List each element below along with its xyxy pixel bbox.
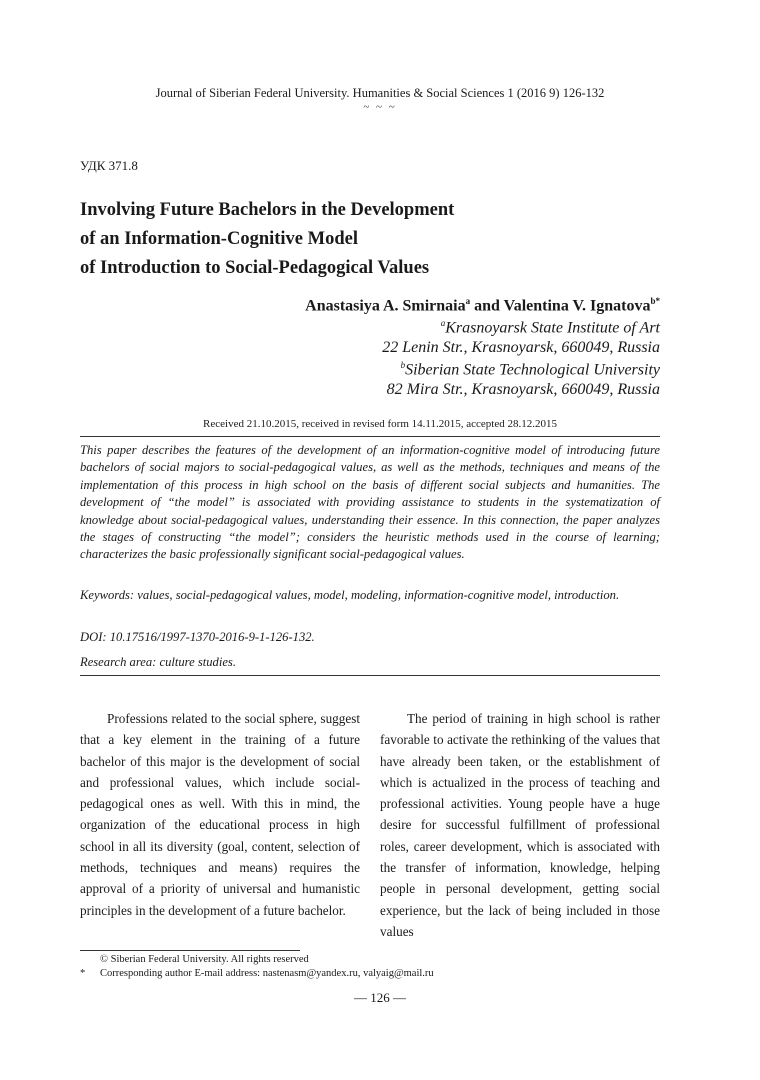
affiliation-a-name: $^a$Krasnoyarsk State Institute of Art: [440, 318, 660, 337]
keywords: Keywords: values, social-pedagogical values, model, modeling, information-cognitive model, introduction.: [80, 588, 620, 602]
author-2: Valentina V. Ignatova: [503, 297, 651, 315]
journal-header: Journal of Siberian Federal University. Humanities & Social Sciences 1 (2016 9) 126-132: [155, 86, 605, 100]
title-line-1: Involving Future Bachelors in the Development: [80, 200, 455, 220]
title-line-3: of Introduction to Social-Pedagogical Values: [80, 258, 430, 278]
authors: [305, 296, 660, 315]
author-1-sup: a: [465, 296, 471, 306]
header-separator: ~ ~ ~: [363, 101, 397, 113]
udk-code: УДК 371.8: [80, 158, 138, 173]
author-conj: and: [470, 297, 504, 315]
title-line-2: of an Information-Cognitive Model: [80, 229, 358, 249]
author-1: Anastasiya A. Smirnaia: [305, 297, 466, 315]
page-number: — 126 —: [354, 990, 406, 1005]
abstract-top-rule: [80, 436, 660, 437]
paper-title: [80, 196, 640, 283]
affiliation-b-sup: b: [400, 360, 406, 370]
affiliation-b-name: $^b$Siberian State Technological University: [400, 360, 660, 379]
corresponding-author-note: Corresponding author E-mail address: nastenasm@yandex.ru, valyaig@mail.ru: [100, 968, 434, 979]
footnote-rule: [80, 950, 300, 951]
author-2-sup: b*: [650, 296, 660, 306]
body-column-1: Professions related to the social sphere, suggest that a key element in the training of a future bachelor of this major is the development of social and professional values, which include social-pedagogical ones as well. With this in mind, the organization of the educational process in high school in all its diversity (goal, content, selection of methods, techniques and means) requires the approval of a priority of universal and humanistic principles in the development of a future bachelor.: [80, 711, 360, 918]
affiliation-b-address: 82 Mira Str., Krasnoyarsk, 660049, Russia: [386, 381, 660, 398]
research-area: Research area: culture studies.: [80, 655, 236, 669]
abstract: This paper describes the features of the development of an information-cognitive model of introducing future bachelors of social majors to social-pedagogical values, as well as the methods, techniques and means of the implementation of this process in high school on the basis of different social subjects and humanities. The development of “the model” is associated with providing assistance to students in the systematization of knowledge about social-pedagogical values, understanding their essence. In this connection, the paper analyzes the stages of constructing “the model”; considers the heuristic methods used in the course of learning; characterizes the basic professionally significant social-pedagogical values.: [80, 443, 660, 562]
footnote-star: *: [80, 968, 86, 979]
doi: DOI: 10.17516/1997-1370-2016-9-1-126-132.: [80, 630, 315, 644]
affiliation-a-address: 22 Lenin Str., Krasnoyarsk, 660049, Russia: [382, 339, 660, 356]
copyright-note: © Siberian Federal University. All rights reserved: [100, 954, 309, 965]
affiliation-a-sup: a: [440, 318, 446, 328]
abstract-bottom-rule: [80, 675, 660, 676]
body-column-2: The period of training in high school is rather favorable to activate the rethinking of the values that have already been taken, or the establishment of which is actualized in the process of teaching and professional activities. Young people have a huge desire for successful fulfillment of professional roles, career development, which is associated with the transfer of information, knowledge, helping people in personal development, getting social experience, but the lack of being included in those values: [380, 711, 660, 939]
received-dates: Received 21.10.2015, received in revised form 14.11.2015, accepted 28.12.2015: [203, 418, 557, 430]
